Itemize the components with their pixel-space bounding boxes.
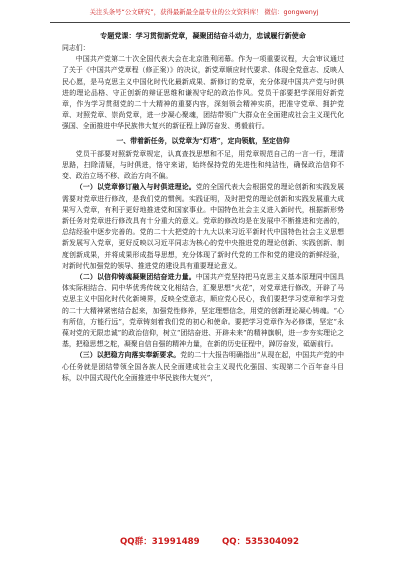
subsection-3-paragraph (62, 350, 344, 384)
footer-qq-number: QQ：535304092 (222, 537, 300, 547)
header-banner: 关注头条号“公文研究”，获得最新最全最专业的公文资料库！ 微信：gongwenyj (89, 8, 319, 16)
subsection-2-label: （二）以信仰铸魂凝聚团结奋进力量。 (75, 273, 196, 282)
section1-intro-paragraph: 党员干部要对照新党章规定，认真查找思想和不足，用党章规范自己的一言一行，理清思路，扫除清疑，与时俱进，恪守来诺，始终保持党的先进性和纯洁性，确保政治信仰不变、政治立场不移、政治方向不偏。 (62, 149, 344, 181)
subsection-1-paragraph (62, 182, 344, 272)
footer-qq-group: QQ群：31991489 (120, 537, 200, 547)
header-rule (50, 22, 350, 23)
document-body (62, 30, 344, 384)
salutation: 同志们： (62, 44, 90, 52)
document-title: 专题党课：学习贯彻新党章，凝聚团结奋斗动力，忠诚履行新使命 (100, 31, 306, 40)
subsection-3-body: 党的二十大报告明确指出“从现在起，中国共产党的中心任务就是团结带领全国各族人民全面建成社会主义现代化强国、实现第二个百年奋斗目标，以中国式现代化全面推进中华民族伟大复兴”， (62, 351, 344, 382)
footer (0, 536, 408, 548)
subsection-2-body: 中国共产党坚持把马克思主义基本原理同中国具体实际相结合、同中华优秀传统文化相结合，汇聚思想“火花”，对党章进行修改，开辟了马克思主义中国化时代化新境界，反映全党意志，顺应党心民心，我们要把学习党章和学习党的二十大精神紧密结合起来，加强党性修养，坚定理想信念，用党的创新理论凝心铸魂。“心有所信，方能行远”，党章铸刻着我们党的初心和使命。要把学习党章作为必修课，坚定“永葆对党的无限忠诚”的政治信仰，树立“团结奋进、开辟未来”的精神旗帜，进一步夯实理论之基，把稳思想之舵，凝聚自信自强的精神力量，在新的历史征程中，踔厉奋发，砥砺前行。 (62, 273, 344, 349)
intro-paragraph: 中国共产党第二十次全国代表大会在北京胜利闭幕。作为一项重要议程，大会审议通过了关于《中国共产党章程（修正案）》的决议，新党章顺应时代要求、体现全党意志、反映人民心愿，是马克思主义中国化时代化最新成果、新修订的党章，充分体现中国共产党与时俱进的理论品格、守正创新的辩证思维和谦视守纪的政治作风。党员干部要把学深用好新党章，作为学习贯彻党的二十大精神的重要内容，深刻领会精神实质，把准守党章、拥护党章、对照党章、崇尚党章，进一步凝心聚魂，团结带领广大群众在全面建成社会主义现代化强国、全面推进中华民族伟大复兴的新征程上踔厉奋发、勇毅前行。 (62, 55, 344, 131)
subsection-3-label: （三）以把稳方向落实奉新要求。 (75, 351, 181, 360)
subsection-2-paragraph (62, 272, 344, 350)
subsection-1-label: （一）以党章修订融入与时俱进理论。 (75, 183, 196, 192)
subsection-1-body: 党的全国代表大会根据党的理论创新和实践发展需要对党章进行修改，是我们党的惯例。实践证明，及时把党的理论创新和实践发展重大成果写入党章，有利于更好地推进党和国家事业。中国特色社会主义进入新时代，根据新形势新任务对党章进行修改具有十分重大的意义。党章的修改均是在发展中不断推进和完善的，总结经验中逐步完善的。党的二十大把党的十九大以来习近平新时代中国特色社会主义思想新发展写入党章，更好反映以习近平同志为核心的党中央推进党的理论创新、实践创新、制度创新成果，并将成果形成指导思想，充分体现了新时代党的工作和党的建设的新鲜经验，对新时代加强党的领导、推进党的建设具有重要理论意义。 (62, 183, 344, 270)
section-heading-1: 一、带着新任务，以党章为“灯塔”，定向领航，坚定信仰 (116, 136, 290, 145)
